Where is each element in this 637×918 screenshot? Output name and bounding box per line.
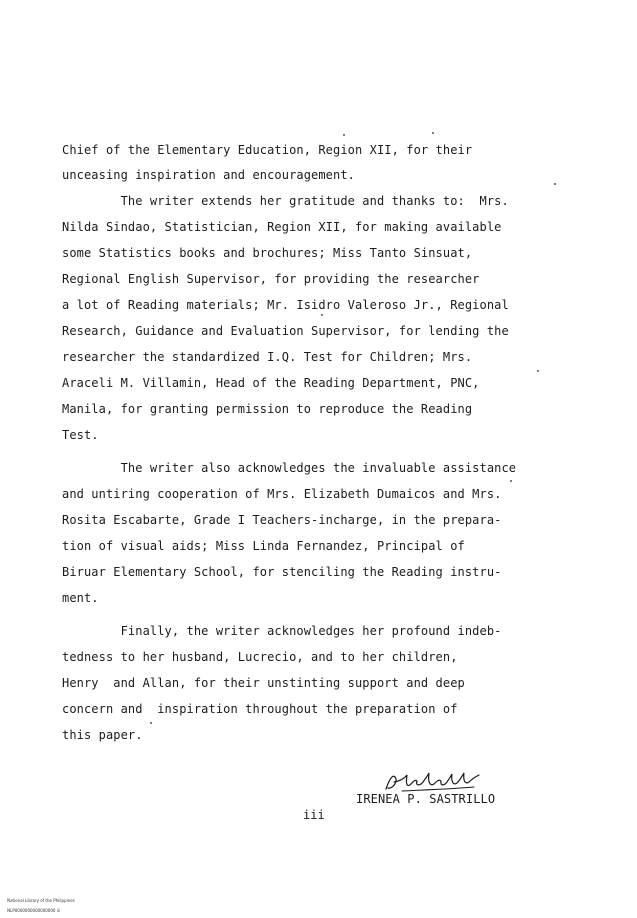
body-line-15: Rosita Escabarte, Grade I Teachers-incharge, in the prepara- — [62, 513, 502, 527]
footer-archive-stamp — [2, 893, 75, 918]
body-line-12: Test. — [62, 428, 99, 442]
body-line-19: Finally, the writer acknowledges her profound indeb- — [62, 624, 502, 638]
page-number: iii — [303, 808, 325, 822]
scan-speck — [537, 370, 539, 372]
body-line-20: tedness to her husband, Lucrecio, and to her children, — [62, 650, 458, 664]
scan-speck — [150, 722, 152, 724]
body-line-18: ment. — [62, 591, 99, 605]
body-line-1: Chief of the Elementary Education, Region XII, for their — [62, 143, 473, 157]
body-line-14: and untiring cooperation of Mrs. Elizabeth Dumaicos and Mrs. — [62, 487, 502, 501]
body-line-4: Nilda Sindao, Statistician, Region XII, for making available — [62, 220, 502, 234]
scan-speck — [343, 134, 345, 136]
footer-code: NLP0000000000000000 iii — [7, 908, 61, 913]
body-line-11: Manila, for granting permission to reproduce the Reading — [62, 402, 473, 416]
body-line-13: The writer also acknowledges the invaluable assistance — [62, 461, 517, 475]
body-line-3: The writer extends her gratitude and thanks to: Mrs. — [62, 194, 509, 208]
scan-speck — [432, 132, 434, 134]
printed-name: IRENEA P. SASTRILLO — [356, 792, 496, 806]
footer-library: National Library of the Philippines — [7, 898, 75, 903]
body-line-21: Henry and Allan, for their unstinting support and deep — [62, 676, 465, 690]
scan-speck — [321, 314, 323, 316]
body-line-5: some Statistics books and brochures; Miss Tanto Sinsuat, — [62, 246, 473, 260]
body-line-17: Biruar Elementary School, for stenciling the Reading instru- — [62, 565, 502, 579]
body-line-8: Research, Guidance and Evaluation Supervisor, for lending the — [62, 324, 509, 338]
body-line-10: Araceli M. Villamin, Head of the Reading Department, PNC, — [62, 376, 480, 390]
scan-speck — [510, 480, 512, 482]
body-line-6: Regional English Supervisor, for providing the researcher — [62, 272, 480, 286]
body-line-7: a lot of Reading materials; Mr. Isidro Valeroso Jr., Regional — [62, 298, 509, 312]
body-line-16: tion of visual aids; Miss Linda Fernandez, Principal of — [62, 539, 465, 553]
body-line-9: researcher the standardized I.Q. Test for Children; Mrs. — [62, 350, 473, 364]
body-line-22: concern and inspiration throughout the preparation of — [62, 702, 458, 716]
body-line-23: this paper. — [62, 728, 143, 742]
scan-speck — [554, 183, 556, 185]
body-line-2: unceasing inspiration and encouragement. — [62, 168, 355, 182]
